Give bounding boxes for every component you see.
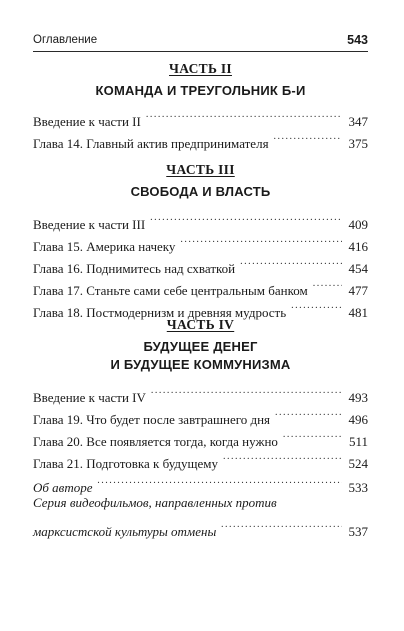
- dot-leader: [223, 446, 342, 468]
- toc-entry-title: Об авторе: [33, 480, 93, 495]
- toc-entry[interactable]: [33, 380, 368, 405]
- dot-leader: [274, 126, 342, 148]
- part-4-title-line-1: БУДУЩЕЕ ДЕНЕГ: [143, 339, 258, 354]
- part-4-title-line-2: И БУДУЩЕЕ КОММУНИЗМА: [110, 357, 291, 372]
- toc-entry[interactable]: [33, 104, 368, 129]
- dot-leader: [313, 273, 342, 295]
- toc-entry-title-line-2: марксистской культуры отмены: [33, 524, 217, 539]
- part-2-label: ЧАСТЬ II: [169, 61, 232, 76]
- part-2-entries: [33, 104, 368, 151]
- toc-entry-about-author[interactable]: [33, 470, 368, 495]
- back-matter-entries: [33, 470, 368, 539]
- dot-leader: [275, 402, 342, 424]
- toc-entry-page: 347: [348, 114, 368, 129]
- dot-leader: [146, 104, 342, 126]
- page-number: 543: [347, 33, 368, 47]
- toc-entry-page: 493: [348, 390, 368, 405]
- part-3-heading: [33, 162, 368, 201]
- toc-entry-page: 496: [348, 412, 368, 427]
- part-4-entries: [33, 380, 368, 471]
- part-2-title: КОМАНДА И ТРЕУГОЛЬНИК Б-И: [95, 83, 306, 98]
- toc-entry-title: Введение к части III: [33, 217, 146, 232]
- toc-entry-title-line-1: Серия видеофильмов, направленных против: [33, 495, 277, 510]
- dot-leader: [150, 207, 342, 229]
- toc-entry-title: Глава 16. Поднимитесь над схваткой: [33, 261, 236, 276]
- part-2-heading: [33, 61, 368, 100]
- toc-entry-page: 511: [348, 434, 368, 449]
- toc-entry-title: Глава 19. Что будет после завтрашнего дня: [33, 412, 271, 427]
- part-3-title: СВОБОДА И ВЛАСТЬ: [130, 184, 271, 199]
- dot-leader: [180, 229, 342, 251]
- part-4-heading: [33, 317, 368, 374]
- toc-entry-title: Глава 18. Постмодернизм и древняя мудрость: [33, 305, 287, 320]
- running-header-section: Оглавление: [33, 34, 98, 46]
- toc-entry-page: 537: [348, 524, 368, 539]
- toc-entry-video-series[interactable]: [33, 492, 368, 539]
- dot-leader: [240, 251, 342, 273]
- dot-leader: [291, 295, 342, 317]
- toc-entry-page: 454: [348, 261, 368, 276]
- toc-entry[interactable]: [33, 207, 368, 232]
- toc-entry-page: 533: [348, 480, 368, 495]
- toc-entry-title: Глава 14. Главный актив предпринимателя: [33, 136, 269, 151]
- toc-entry-page: 409: [348, 217, 368, 232]
- dot-leader: [97, 470, 342, 492]
- toc-entry-title: Введение к части II: [33, 114, 141, 129]
- toc-entry-page: 481: [348, 305, 368, 320]
- dot-leader: [221, 514, 342, 536]
- dot-leader: [151, 380, 342, 402]
- toc-entry-title: Глава 20. Все появляется тогда, когда нужно: [33, 434, 278, 449]
- toc-entry-title: Глава 17. Станьте сами себе центральным банком: [33, 283, 308, 298]
- part-3-entries: [33, 207, 368, 320]
- dot-leader: [283, 424, 342, 446]
- toc-entry-page: 375: [348, 136, 368, 151]
- toc-entry-page: 524: [348, 456, 368, 471]
- toc-entry-title: Глава 21. Подготовка к будущему: [33, 456, 219, 471]
- toc-entry-page: 477: [348, 283, 368, 298]
- running-header: [33, 33, 368, 52]
- toc-entry-page: 416: [348, 239, 368, 254]
- part-3-label: ЧАСТЬ III: [166, 162, 235, 177]
- toc-entry-title: Глава 15. Америка начеку: [33, 239, 176, 254]
- toc-entry-title: Введение к части IV: [33, 390, 146, 405]
- part-4-label: ЧАСТЬ IV: [166, 317, 235, 332]
